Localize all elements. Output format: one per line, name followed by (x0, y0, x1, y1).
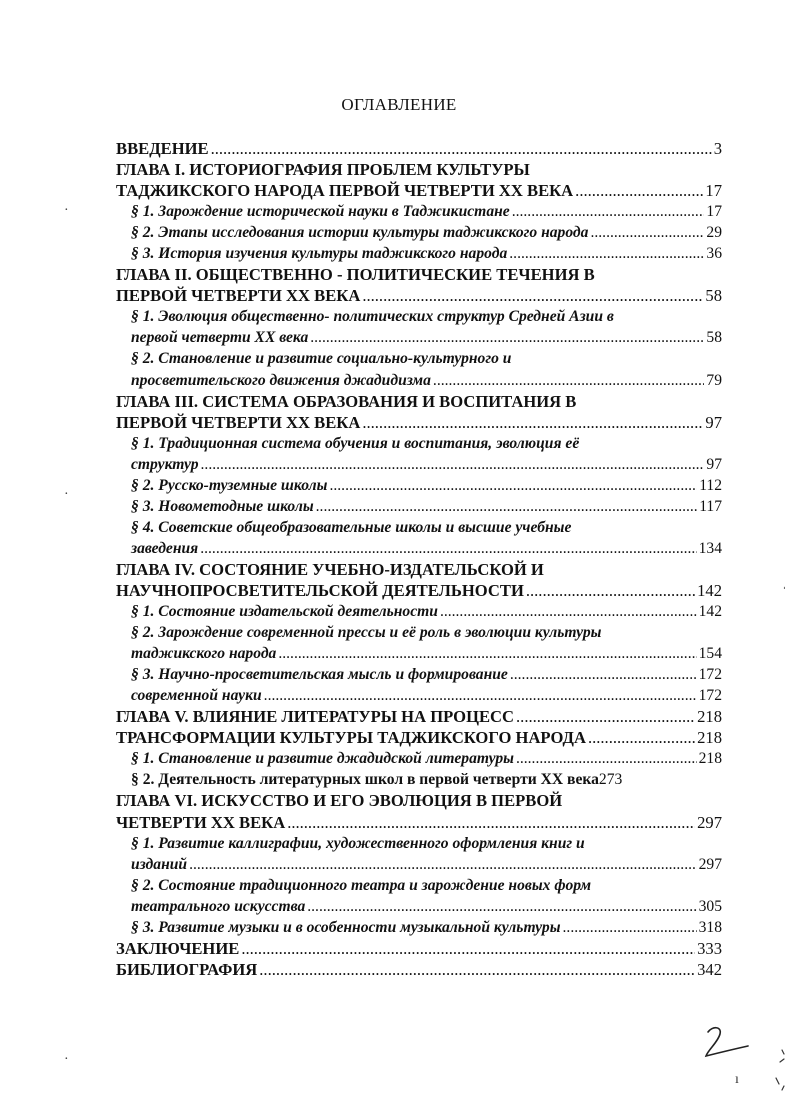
dot-leader (329, 475, 697, 496)
toc-line (116, 264, 722, 285)
toc-entry-text: § 1. Традиционная система обучения и воспитания, эволюция её (131, 434, 580, 452)
scan-speck: ı (735, 1072, 739, 1087)
toc-entry-text: ПЕРВОЙ ЧЕТВЕРТИ XX ВЕКА (116, 412, 361, 432)
toc-entry-text: ПЕРВОЙ ЧЕТВЕРТИ XX ВЕКА (116, 286, 361, 306)
toc-entry-text: просветительского движения джадидизма (131, 371, 431, 389)
toc-line (116, 664, 722, 685)
toc-entry-text: ВВЕДЕНИЕ (116, 139, 209, 158)
handwritten-mark-icon (700, 1020, 790, 1096)
toc-line (116, 243, 722, 264)
toc-page-number: 333 (697, 938, 722, 958)
toc-line (116, 412, 722, 433)
toc-entry-text: § 1. Эволюция общественно- политических структур Средней Азии в (131, 308, 614, 326)
dot-leader (259, 959, 695, 980)
toc-line (116, 833, 722, 854)
toc-page-number: 36 (706, 245, 722, 263)
toc-line (116, 496, 722, 517)
toc-entry-text: § 3. Научно-просветительская мысль и формирование (131, 666, 508, 684)
toc-page-number: 58 (706, 329, 722, 347)
scan-speck: · (64, 1052, 69, 1067)
dot-leader (590, 222, 704, 243)
toc-entry-text: ТАДЖИКСКОГО НАРОДА ПЕРВОЙ ЧЕТВЕРТИ XX ВЕКА (116, 181, 574, 201)
toc-entry-text: § 3. Развитие музыки и в особенности музыкальной культуры (131, 918, 561, 936)
toc-line (116, 875, 722, 896)
dot-leader (440, 601, 697, 622)
toc-line (116, 475, 722, 496)
toc-entry-text: НАУЧНОПРОСВЕТИТЕЛЬСКОЙ ДЕЯТЕЛЬНОСТИ (116, 580, 524, 600)
toc-page-number: 318 (698, 918, 722, 936)
toc-line (116, 348, 722, 369)
toc-line (116, 769, 722, 790)
toc-entry-text: § 4. Советские общеобразовательные школы и высшие учебные (131, 518, 572, 536)
toc-entry-text: ГЛАВА III. СИСТЕМА ОБРАЗОВАНИЯ И ВОСПИТАНИЯ В (116, 391, 577, 411)
toc-page-number: 297 (698, 855, 722, 873)
toc-entry-text: § 2. Деятельность литературных школ в первой четверти XX века (131, 771, 599, 789)
toc-page-number: 112 (699, 476, 722, 494)
dot-leader (264, 685, 697, 706)
toc-page-number: 3 (713, 139, 722, 158)
toc-line (116, 391, 722, 412)
toc-line (116, 959, 722, 980)
toc-entry-text: § 3. Новометодные школы (131, 497, 314, 515)
toc-page-number: 297 (697, 812, 722, 832)
toc-page-number: 97 (706, 455, 722, 473)
scan-speck: ˌ (782, 575, 787, 590)
toc-line (116, 622, 722, 643)
toc-page-number: 154 (698, 645, 722, 663)
toc-line (116, 896, 722, 917)
dot-leader (201, 454, 705, 475)
toc-entry-text: ТРАНСФОРМАЦИИ КУЛЬТУРЫ ТАДЖИКСКОГО НАРОДА (116, 728, 586, 748)
dot-leader (433, 370, 704, 391)
toc-page-number: 342 (697, 959, 722, 979)
dot-leader (200, 538, 696, 559)
dot-leader (516, 748, 697, 769)
toc-line (116, 917, 722, 938)
toc-line (116, 812, 722, 833)
table-of-contents (116, 138, 722, 980)
dot-leader (362, 412, 703, 433)
toc-page-number: 97 (705, 412, 722, 432)
toc-page-number: 134 (698, 539, 722, 557)
scan-speck: · (64, 487, 69, 502)
toc-entry-text: § 3. История изучения культуры таджикского народа (131, 245, 508, 263)
toc-line (116, 327, 722, 348)
toc-entry-text: ГЛАВА IV. СОСТОЯНИЕ УЧЕБНО-ИЗДАТЕЛЬСКОЙ И (116, 559, 544, 579)
dot-leader (211, 138, 712, 159)
toc-entry-text: ЧЕТВЕРТИ XX ВЕКА (116, 812, 286, 832)
toc-line (116, 601, 722, 622)
toc-line (116, 306, 722, 327)
toc-line (116, 180, 722, 201)
dot-leader (241, 938, 695, 959)
dot-leader (512, 201, 705, 222)
toc-line (116, 222, 722, 243)
dot-leader (510, 664, 697, 685)
toc-line (116, 790, 722, 811)
toc-entry-text: § 2. Этапы исследования истории культуры таджикского народа (131, 224, 589, 242)
toc-line (116, 517, 722, 538)
toc-page-number: 172 (698, 687, 722, 705)
toc-page-number: 58 (705, 286, 722, 306)
toc-entry-text: § 2. Состояние традиционного театра и зарождение новых форм (131, 876, 592, 894)
toc-line (116, 433, 722, 454)
toc-line (116, 454, 722, 475)
toc-line (116, 854, 722, 875)
toc-line (116, 580, 722, 601)
toc-entry-text: театрального искусства (131, 897, 306, 915)
toc-page-number: 218 (698, 750, 722, 768)
toc-page-number: 273 (598, 771, 623, 789)
toc-line (116, 370, 722, 391)
toc-entry-text: ГЛАВА VI. ИСКУССТВО И ЕГО ЭВОЛЮЦИЯ В ПЕРВОЙ (116, 791, 563, 811)
dot-leader (563, 917, 697, 938)
toc-line (116, 938, 722, 959)
toc-entry-text: структур (131, 455, 199, 473)
toc-entry-text: современной науки (131, 687, 262, 705)
dot-leader (278, 643, 696, 664)
toc-entry-text: § 1. Состояние издательской деятельности (131, 603, 438, 621)
toc-entry-text: заведения (131, 539, 199, 557)
toc-entry-text: § 1. Становление и развитие джадидской литературы (131, 750, 514, 768)
dot-leader (509, 243, 704, 264)
scan-speck: · (64, 203, 69, 218)
dot-leader (526, 580, 695, 601)
dot-leader (516, 706, 695, 727)
toc-line (116, 159, 722, 180)
toc-entry-text: ГЛАВА I. ИСТОРИОГРАФИЯ ПРОБЛЕМ КУЛЬТУРЫ (116, 160, 530, 180)
toc-page-number: 142 (698, 603, 722, 621)
toc-line (116, 706, 722, 727)
toc-entry-text: ГЛАВА II. ОБЩЕСТВЕННО - ПОЛИТИЧЕСКИЕ ТЕЧЕНИЯ В (116, 265, 595, 285)
toc-entry-text: § 1. Зарождение исторической науки в Таджикистане (131, 203, 510, 221)
dot-leader (362, 285, 703, 306)
toc-line (116, 538, 722, 559)
dot-leader (316, 496, 698, 517)
dot-leader (307, 896, 696, 917)
toc-page-number: 218 (697, 707, 722, 727)
toc-entry-text: ЗАКЛЮЧЕНИЕ (116, 938, 240, 958)
dot-leader (189, 854, 697, 875)
toc-line (116, 201, 722, 222)
dot-leader (310, 327, 704, 348)
toc-page-number: 79 (706, 371, 722, 389)
dot-leader (287, 812, 695, 833)
toc-entry-text: изданий (131, 855, 188, 873)
toc-line (116, 685, 722, 706)
toc-entry-text: § 1. Развитие каллиграфии, художественного оформления книг и (131, 834, 585, 852)
toc-entry-text: § 2. Зарождение современной прессы и её роль в эволюции культуры (131, 624, 602, 642)
dot-leader (575, 180, 703, 201)
toc-page-number: 218 (697, 728, 722, 748)
toc-line (116, 559, 722, 580)
toc-entry-text: первой четверти XX века (131, 329, 309, 347)
toc-line (116, 138, 722, 159)
toc-line (116, 727, 722, 748)
toc-entry-text: БИБЛИОГРАФИЯ (116, 959, 258, 979)
toc-entry-text: таджикского народа (131, 645, 277, 663)
toc-line (116, 748, 722, 769)
toc-entry-text: § 2. Русско-туземные школы (131, 476, 328, 494)
dot-leader (588, 727, 695, 748)
page-title: ОГЛАВЛЕНИЕ (341, 95, 457, 114)
toc-page-number: 117 (699, 497, 722, 515)
toc-page-number: 142 (697, 580, 722, 600)
toc-page-number: 29 (706, 224, 722, 242)
toc-entry-text: ГЛАВА V. ВЛИЯНИЕ ЛИТЕРАТУРЫ НА ПРОЦЕСС (116, 707, 515, 727)
toc-page-number: 17 (705, 181, 722, 201)
toc-line (116, 285, 722, 306)
toc-page-number: 17 (706, 203, 722, 221)
toc-entry-text: § 2. Становление и развитие социально-культурного и (131, 350, 512, 368)
toc-line (116, 643, 722, 664)
toc-page-number: 172 (698, 666, 722, 684)
toc-page-number: 305 (698, 897, 722, 915)
